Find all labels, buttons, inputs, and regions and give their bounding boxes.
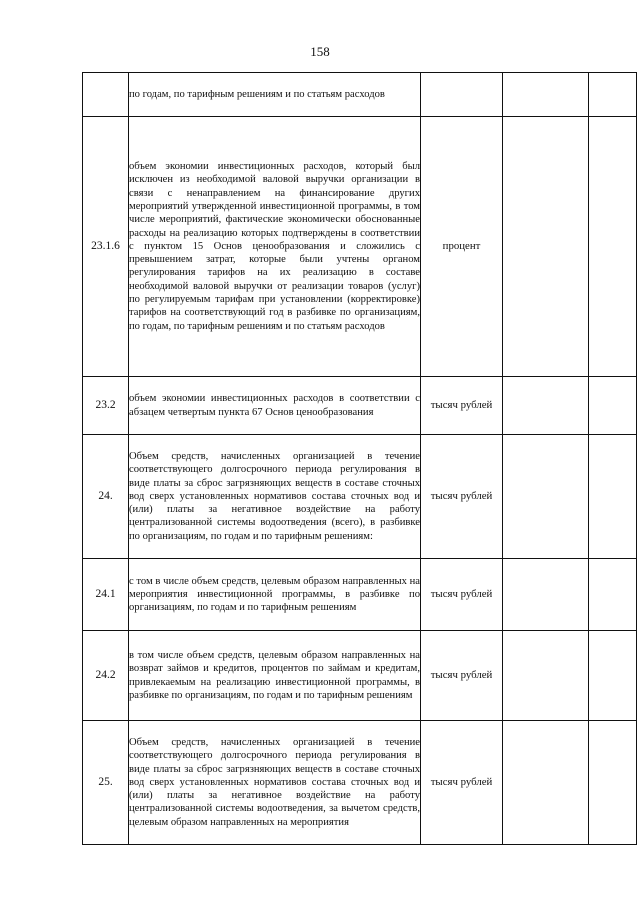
- row-number: [83, 73, 129, 117]
- table-row: [83, 631, 637, 721]
- row-unit: тысяч рублей: [421, 559, 503, 631]
- table-row: [83, 117, 637, 377]
- row-number: 24.1: [83, 559, 129, 631]
- row-description: в том числе объем средств, целевым образом направленных на возврат займов и кредитов, процентов по займам и кредитам, привлекаемым на реализацию инвестиционной программы, в разбивке по организациям, по годам и по тарифным решениям: [129, 631, 421, 721]
- row-unit: тысяч рублей: [421, 435, 503, 559]
- indicator-table: [82, 72, 637, 845]
- value-cell: [589, 721, 637, 845]
- row-number: 25.: [83, 721, 129, 845]
- row-unit: тысяч рублей: [421, 377, 503, 435]
- row-number: 24.: [83, 435, 129, 559]
- row-description: объем экономии инвестиционных расходов, который был исключен из необходимой валовой выручки организации в связи с ненаправлением на финансирование других мероприятий утвержденной инвестиционной программы, в том числе мероприятий, фактические экономически обоснованные расходы на реализацию которых подтверждены в соответствии с пунктом 15 Основ ценообразования и сложились с превышением затрат, которые были учтены органом регулирования тарифов на их реализацию в составе необходимой валовой выручки от реализации товаров (услуг) по регулируемым тарифам при установлении (корректировке) тарифов на соответствующий год в разбивке по организациям, по годам, по тарифным решениям и по статьям расходов: [129, 117, 421, 377]
- table-row: [83, 435, 637, 559]
- row-description: с том в числе объем средств, целевым образом направленных на мероприятия инвестиционной программы, в разбивке по организациям, по годам и по тарифным решениям: [129, 559, 421, 631]
- value-cell: [503, 435, 589, 559]
- value-cell: [589, 377, 637, 435]
- row-description: Объем средств, начисленных организацией в течение соответствующего долгосрочного периода регулирования в виде платы за сброс загрязняющих веществ в составе сточных вод сверх установленных нормативов состава сточных вод и (или) платы за негативное воздействие на работу централизованной системы водоотведения, за вычетом средств, целевым образом направленных на мероприятия: [129, 721, 421, 845]
- value-cell: [503, 721, 589, 845]
- table-row: [83, 73, 637, 117]
- row-number: 24.2: [83, 631, 129, 721]
- value-cell: [503, 559, 589, 631]
- value-cell: [589, 435, 637, 559]
- row-description: по годам, по тарифным решениям и по статьям расходов: [129, 73, 421, 117]
- value-cell: [503, 377, 589, 435]
- row-unit: тысяч рублей: [421, 721, 503, 845]
- row-number: 23.2: [83, 377, 129, 435]
- table-row: [83, 377, 637, 435]
- page-number: 158: [310, 44, 330, 59]
- row-number: 23.1.6: [83, 117, 129, 377]
- value-cell: [503, 631, 589, 721]
- row-unit: тысяч рублей: [421, 631, 503, 721]
- value-cell: [589, 73, 637, 117]
- table-row: [83, 559, 637, 631]
- value-cell: [503, 117, 589, 377]
- row-unit: [421, 73, 503, 117]
- value-cell: [503, 73, 589, 117]
- value-cell: [589, 631, 637, 721]
- value-cell: [589, 117, 637, 377]
- table-row: [83, 721, 637, 845]
- row-description: объем экономии инвестиционных расходов в соответствии с абзацем четвертым пункта 67 Основ ценообразования: [129, 377, 421, 435]
- row-unit: процент: [421, 117, 503, 377]
- value-cell: [589, 559, 637, 631]
- row-description: Объем средств, начисленных организацией в течение соответствующего долгосрочного периода регулирования в виде платы за сброс загрязняющих веществ в составе сточных вод сверх установленных нормативов состава сточных вод и (или) платы за негативное воздействие на работу централизованной системы водоотведения (всего), в разбивке по организациям, по годам и по тарифным решениям:: [129, 435, 421, 559]
